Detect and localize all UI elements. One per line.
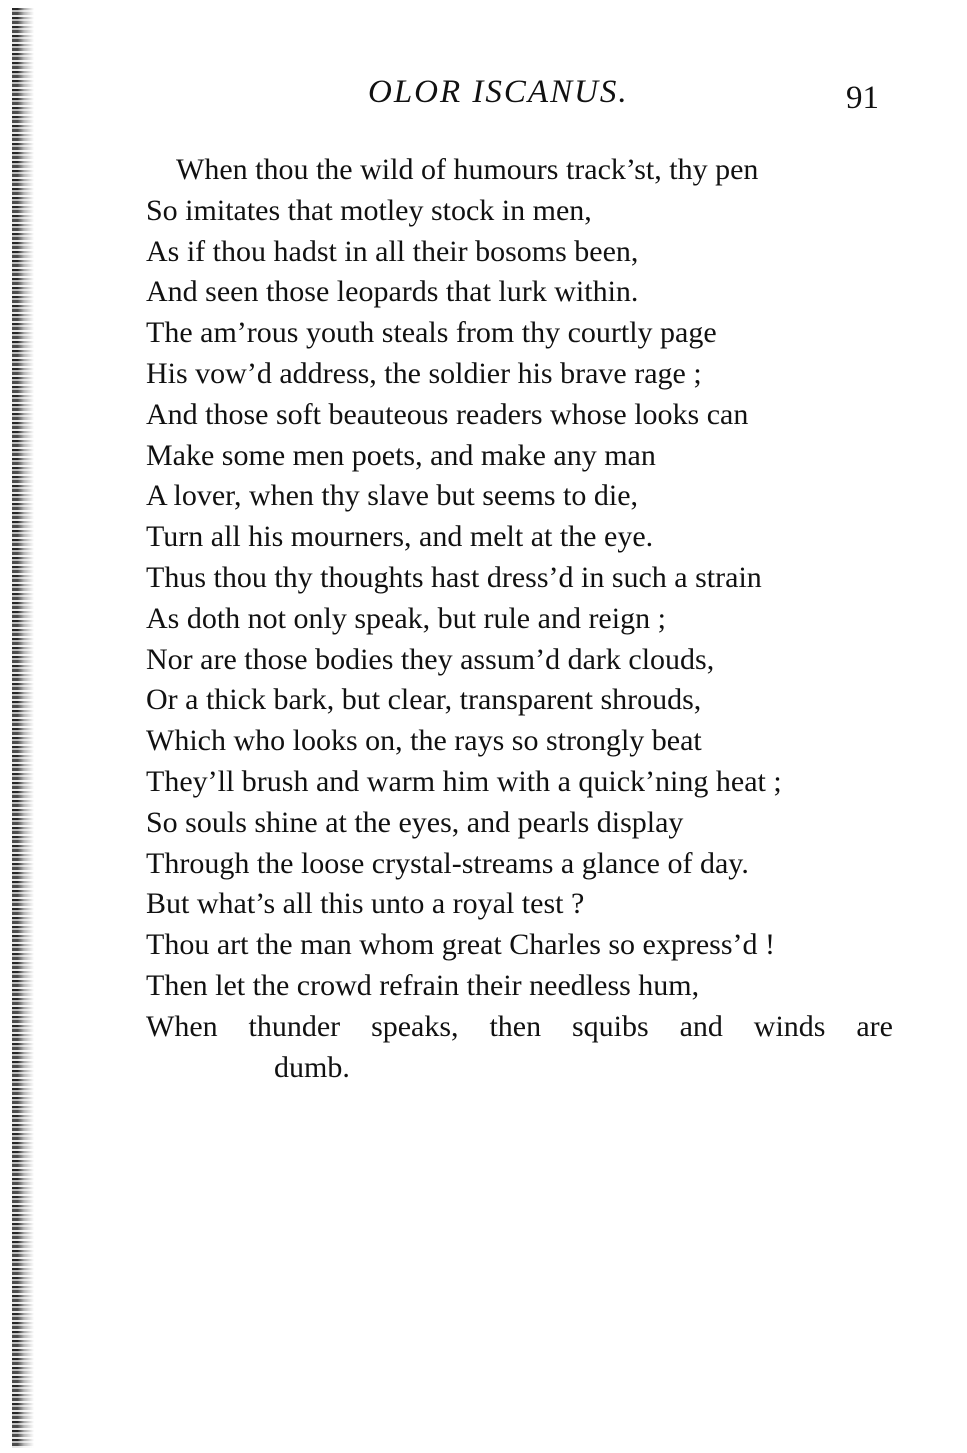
- poem-line: Or a thick bark, but clear, transparent shrouds,: [146, 683, 702, 717]
- poem-line: Turn all his mourners, and melt at the eye.: [146, 520, 654, 554]
- poem-word: squibs: [571, 1009, 649, 1043]
- binding-edge: [12, 8, 34, 1448]
- poem-line: The am’rous youth steals from thy courtly page: [146, 316, 717, 350]
- poem-turnover: dumb.: [274, 1050, 350, 1084]
- poem-word: are: [856, 1009, 893, 1043]
- poem-line-justified: [146, 1007, 893, 1048]
- poem-line: Nor are those bodies they assum’d dark clouds,: [146, 642, 715, 676]
- poem-line: So imitates that motley stock in men,: [146, 193, 592, 227]
- poem-line: Through the loose crystal-streams a glance of day.: [146, 846, 749, 880]
- poem-line: So souls shine at the eyes, and pearls display: [146, 805, 684, 839]
- running-head-title: OLOR ISCANUS.: [368, 74, 629, 110]
- poem-line: As doth not only speak, but rule and reign ;: [146, 601, 666, 635]
- poem-line: His vow’d address, the soldier his brave rage ;: [146, 356, 702, 390]
- poem-line: Which who looks on, the rays so strongly beat: [146, 724, 702, 758]
- poem-line: A lover, when thy slave but seems to die,: [146, 479, 639, 513]
- poem-line: And seen those leopards that lurk within.: [146, 275, 639, 309]
- poem-word: winds: [753, 1009, 826, 1043]
- poem-line: Then let the crowd refrain their needless hum,: [146, 968, 700, 1002]
- poem-line: They’ll brush and warm him with a quick’ning heat ;: [146, 764, 782, 798]
- poem-word: then: [489, 1009, 542, 1043]
- poem-word: When: [146, 1009, 218, 1043]
- poem-word: and: [679, 1009, 723, 1043]
- poem-line: And those soft beauteous readers whose looks can: [146, 397, 749, 431]
- poem-line: Thou art the man whom great Charles so express’d !: [146, 928, 775, 962]
- poem-word: speaks,: [371, 1009, 459, 1043]
- page-number: 91: [846, 80, 879, 116]
- poem-text: [146, 150, 906, 1088]
- poem-line: Thus thou thy thoughts hast dress’d in such a strain: [146, 560, 762, 594]
- poem-line: As if thou hadst in all their bosoms been,: [146, 234, 639, 268]
- poem-line: When thou the wild of humours track’st, thy pen: [176, 153, 759, 186]
- running-head: [0, 74, 967, 124]
- poem-line: Make some men poets, and make any man: [146, 438, 656, 472]
- poem-line: But what’s all this unto a royal test ?: [146, 887, 585, 921]
- poem-word: thunder: [248, 1009, 341, 1043]
